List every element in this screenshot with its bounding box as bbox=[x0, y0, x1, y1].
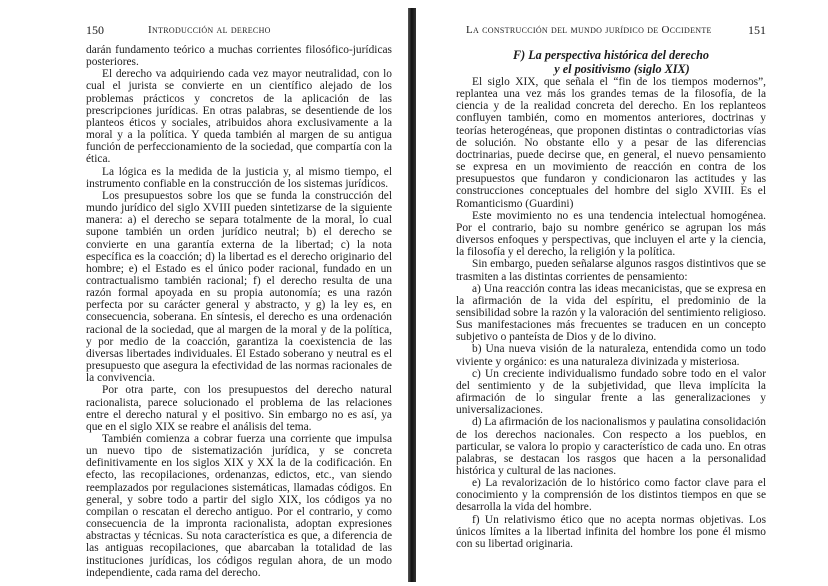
body-text bbox=[456, 76, 766, 550]
right-page bbox=[418, 0, 828, 586]
paragraph: La lógica es la medida de la justicia y, al mismo tiempo, el instrumento confiable en la construcción de los sistemas jurídicos. bbox=[86, 165, 392, 190]
left-page bbox=[0, 0, 410, 586]
section-title bbox=[456, 48, 766, 76]
paragraph: También comienza a cobrar fuerza una corriente que impulsa un nuevo tipo de sistematización jurídica, y se concreta definitivamente en los siglos XIX y XX la de la codificación. En efecto, las recopilaciones, ordenanzas, edictos, etc., van siendo reemplazados por regulaciones sistemáticas, llamadas códigos. En general, y sobre todo a partir del siglo XIX, los códigos ya no compilan o rescatan el derecho antiguo. Por el contrario, y como consecuencia de la impronta racionalista, adoptan expresiones abstractas y técnicas. Su nota característica es que, a diferencia de las antiguas recopilaciones, que abarcaban la totalidad de las instituciones jurídicas, los códigos regulan ahora, de un modo independiente, cada rama del derecho. bbox=[86, 433, 392, 579]
paragraph: Sin embargo, pueden señalarse algunos rasgos distintivos que se trasmiten a las distintas corrientes de pensamiento: bbox=[456, 258, 766, 283]
paragraph: b) Una nueva visión de la naturaleza, entendida como un todo viviente y orgánico: es una naturaleza divinizada y misteriosa. bbox=[456, 343, 766, 368]
running-head bbox=[86, 24, 392, 38]
section-title-line: F) La perspectiva histórica del derecho bbox=[513, 48, 709, 62]
paragraph: f) Un relativismo ético que no acepta normas objetivas. Los únicos límites a la libertad infinita del hombre los pone él mismo con su libertad originaria. bbox=[456, 513, 766, 550]
running-title: Introducción al derecho bbox=[148, 24, 271, 36]
section-title-line: y el positivismo (siglo XIX) bbox=[554, 62, 690, 76]
paragraph: d) La afirmación de los nacionalismos y paulatina consolidación de los derechos nacionales. Con respecto a los pueblos, en particular, se valora lo propio y característico de cada uno. En otras palabras, se destacan los rasgos que hacen a la personalidad histórica y cultural de las naciones. bbox=[456, 416, 766, 477]
book-gutter bbox=[408, 8, 416, 582]
paragraph: darán fundamento teórico a muchas corrientes filosófico-jurídicas posteriores. bbox=[86, 44, 392, 69]
body-text bbox=[86, 44, 392, 579]
running-head bbox=[456, 24, 766, 38]
page-number: 151 bbox=[748, 23, 766, 37]
paragraph: El siglo XIX, que señala el “fin de los tiempos modernos”, replantea una vez más los grandes temas de la filosofía, de la ciencia y de la realidad concreta del derecho. En los replanteos confluyen también, como en momentos anteriores, doctrinas y teorías heterogéneas, que proponen distintas o contradictorias vías de solución. No obstante ello y a pesar de las diferencias doctrinarias, puede decirse que, en general, el nuevo pensamiento se expresa en un movimiento de reacción en contra de los presupuestos que fundaron y condicionaron las actitudes y las construcciones conceptuales del hombre del siglo XVIII. Es el Romanticismo (Guardini) bbox=[456, 76, 766, 210]
paragraph: e) La revalorización de lo histórico como factor clave para el conocimiento y la comprensión de los distintos tiempos en que se desarrolla la vida del hombre. bbox=[456, 477, 766, 514]
running-title: La construcción del mundo jurídico de Occidente bbox=[466, 24, 712, 36]
paragraph: Por otra parte, con los presupuestos del derecho natural racionalista, parece solucionado el problema de las relaciones entre el derecho natural y el positivo. Sin embargo no es así, ya que en el siglo XIX se reabre el análisis del tema. bbox=[86, 384, 392, 433]
paragraph: a) Una reacción contra las ideas mecanicistas, que se expresa en la afirmación de la vida del espíritu, el predominio de la sensibilidad sobre la razón y la valoración del sentimiento religioso. Sus manifestaciones más frecuentes se traducen en un concepto subjetivo o panteísta de Dios y de lo divino. bbox=[456, 282, 766, 344]
paragraph: Los presupuestos sobre los que se funda la construcción del mundo jurídico del siglo XVIII pueden sintetizarse de la siguiente manera: a) el derecho se separa totalmente de la moral, lo cual supone también un orden jurídico neutral; b) el derecho se convierte en una garantía externa de la libertad; c) la nota específica es la coacción; d) la libertad es el derecho originario del hombre; e) el Estado es el único poder racional, fundado en un contractualismo también racional; f) el derecho resulta de una razón formal apoyada en su propia autonomía; es una razón perfecta por su carácter general y abstracto, y g) la ley es, en consecuencia, soberana. En síntesis, el derecho es una ordenación racional de la sociedad, que al margen de la moral y de la política, y por medio de la coacción, garantiza la coexistencia de las diversas libertades individuales. El Estado soberano y neutral es el presupuesto que asegura la efectividad de las normas racionales de la convivencia. bbox=[86, 189, 392, 385]
paragraph: c) Un creciente individualismo fundado sobre todo en el valor del sentimiento y de la subjetividad, que lleva implícita la afirmación de lo singular frente a las generalizaciones y universalizaciones. bbox=[456, 367, 766, 417]
page-number: 150 bbox=[86, 23, 104, 37]
paragraph: El derecho va adquiriendo cada vez mayor neutralidad, con lo cual el jurista se convierte en un científico alejado de los problemas prácticos y concretos de la aplicación de las prescripciones jurídicas. En otras palabras, se desentiende de los planteos éticos y sociales, atribuidos ahora exclusivamente a la moral y a la política. Y queda también al margen de su antigua función de perfeccionamiento de la sociedad, que compartía con la ética. bbox=[86, 68, 392, 166]
paragraph: Este movimiento no es una tendencia intelectual homogénea. Por el contrario, bajo su nombre genérico se agrupan los más diversos enfoques y perspectivas, que incluyen el arte y la ciencia, la filosofía y el derecho, la religión y la política. bbox=[456, 209, 766, 259]
